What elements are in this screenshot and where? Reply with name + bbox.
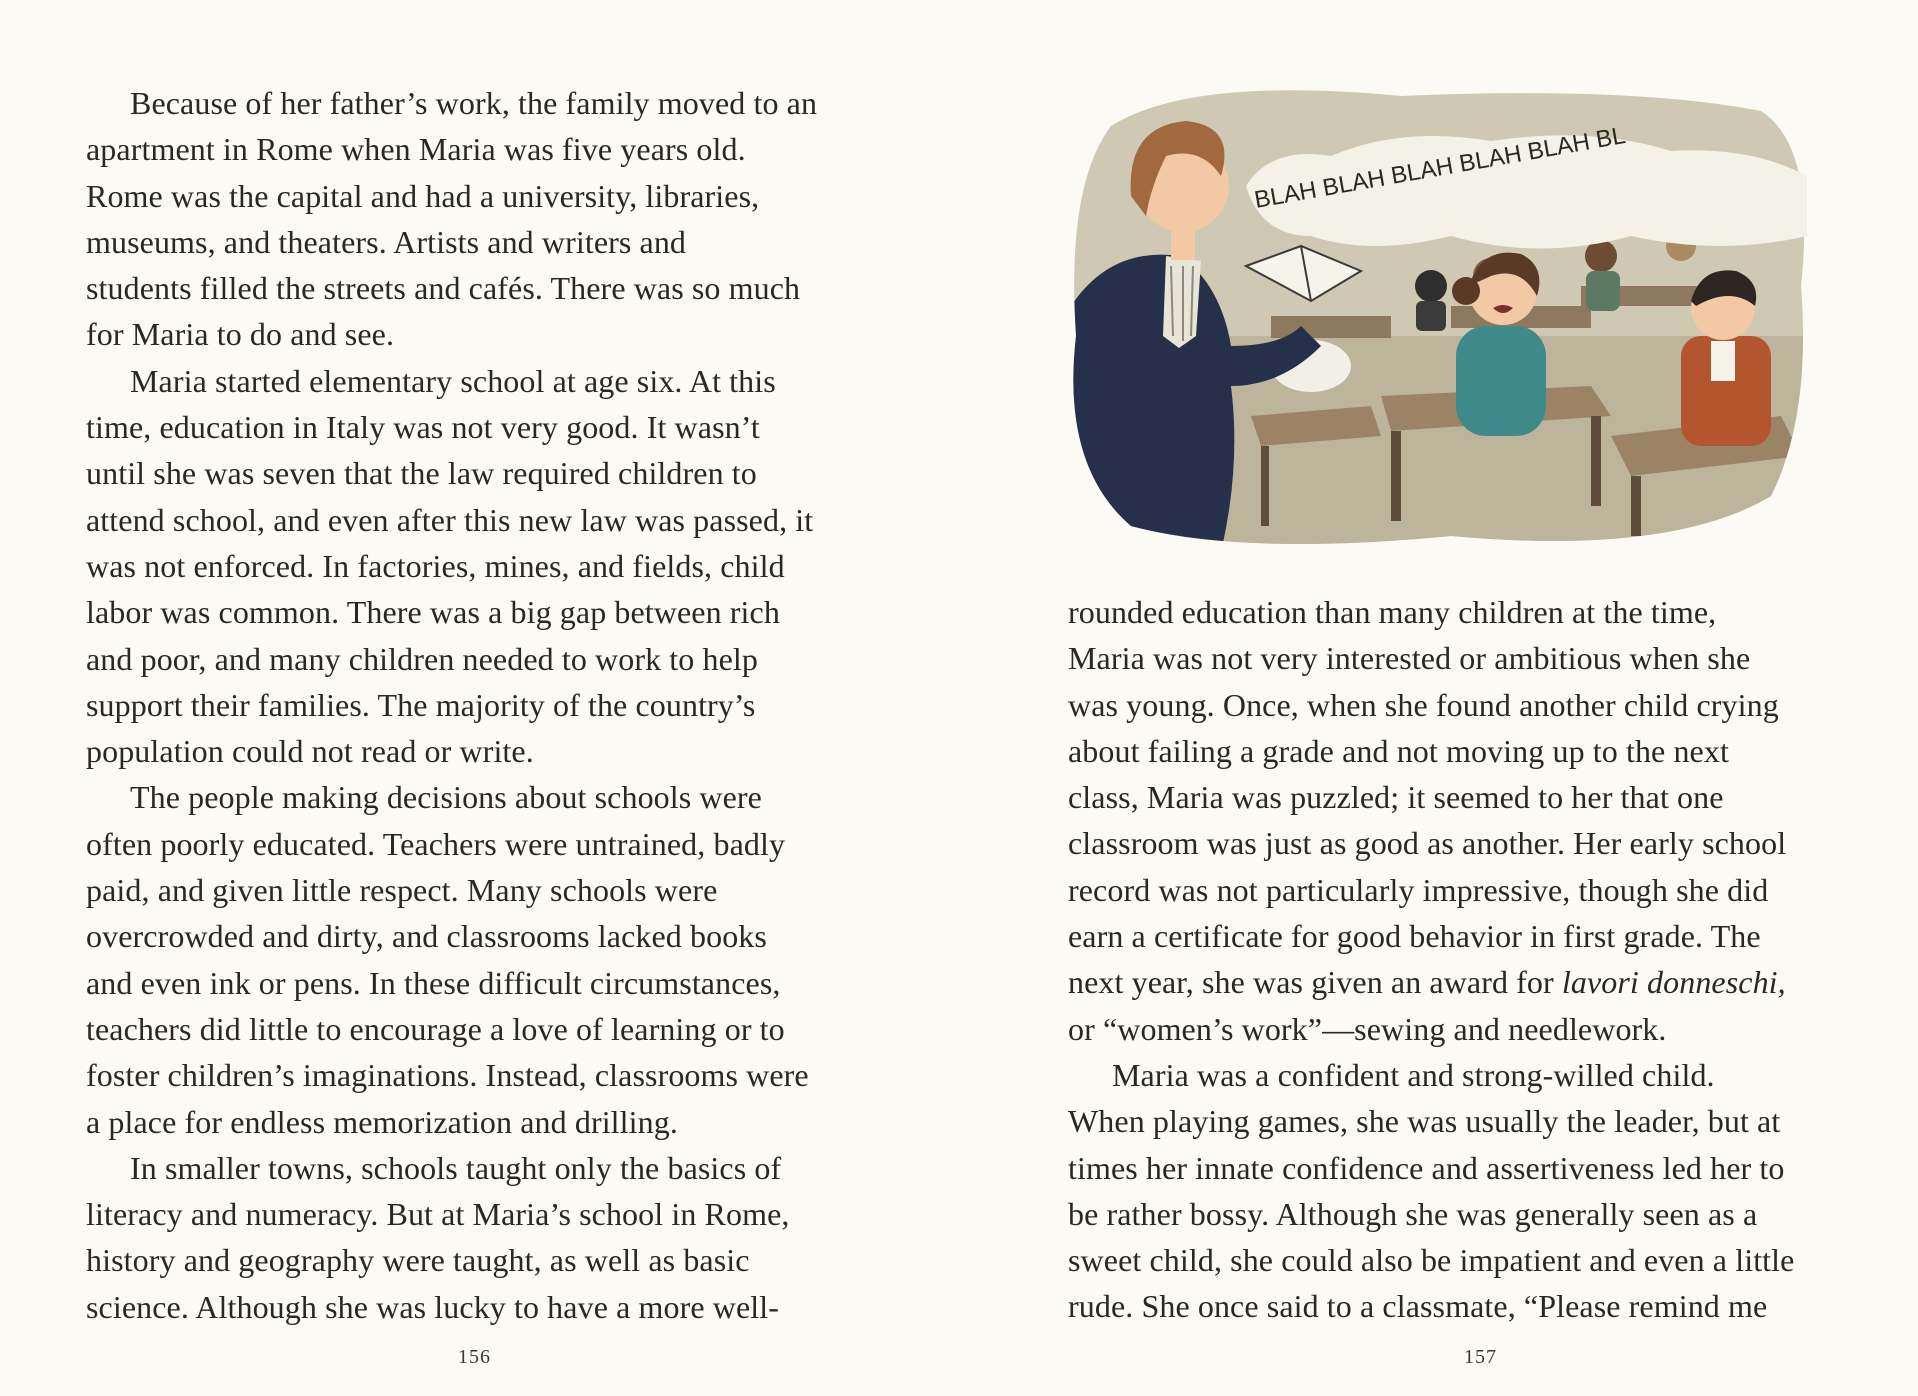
text-line (86, 126, 886, 172)
text-line (86, 543, 886, 589)
text-line-content: often poorly educated. Teachers were untrained, badly (86, 825, 786, 862)
left-page-text (86, 80, 886, 1330)
text-line (1068, 1191, 1868, 1237)
speech-text: BLAH BLAH BLAH BLAH BLAH BL (1252, 121, 1628, 214)
text-line-content: until she was seven that the law required children to (86, 455, 757, 492)
right-page-text (1068, 589, 1868, 1330)
text-line-content: attend school, and even after this new law was passed, it (86, 501, 814, 538)
text-line-content: paid, and given little respect. Many schools were (86, 872, 718, 909)
page-number-right: 157 (1464, 1346, 1497, 1368)
text-line (1068, 1237, 1868, 1283)
right-page (959, 0, 1918, 1396)
text-line-content: In smaller towns, schools taught only the basics of (130, 1149, 782, 1186)
text-line (86, 636, 886, 682)
text-line-content: labor was common. There was a big gap between rich (86, 594, 780, 631)
text-line (86, 265, 886, 311)
text-line-content: overcrowded and dirty, and classrooms lacked books (86, 918, 767, 955)
text-line (1068, 774, 1868, 820)
text-line (86, 404, 886, 450)
text-line (1068, 1052, 1868, 1098)
text-line (86, 358, 886, 404)
text-line-content: foster children’s imaginations. Instead, classrooms were (86, 1057, 809, 1094)
text-line-content: times her innate confidence and assertiveness led her to (1068, 1149, 1785, 1186)
text-line (86, 821, 886, 867)
text-line (1068, 1283, 1868, 1329)
text-line-content: literacy and numeracy. But at Maria’s school in Rome, (86, 1196, 790, 1233)
text-line (1068, 913, 1868, 959)
text-line (86, 1284, 886, 1330)
text-line-content: history and geography were taught, as well as basic (86, 1242, 750, 1279)
text-line (86, 589, 886, 635)
text-line (1068, 1006, 1868, 1052)
text-line (86, 80, 886, 126)
text-line (86, 728, 886, 774)
text-line (86, 1099, 886, 1145)
text-line (86, 774, 886, 820)
page-number-left: 156 (458, 1346, 491, 1368)
text-line-content: apartment in Rome when Maria was five years old. (86, 131, 746, 168)
text-line-content: a place for endless memorization and drilling. (86, 1103, 678, 1140)
text-line (86, 1237, 886, 1283)
text-line-content: for Maria to do and see. (86, 316, 395, 353)
text-line (86, 311, 886, 357)
text-line-content: and even ink or pens. In these difficult circumstances, (86, 964, 781, 1001)
text-line (1068, 820, 1868, 866)
text-line-content: rounded education than many children at the time, (1068, 594, 1717, 630)
text-line (86, 1052, 886, 1098)
text-line (86, 173, 886, 219)
text-line-content: rude. She once said to a classmate, “Please remind me (1068, 1288, 1768, 1325)
text-line-content: and poor, and many children needed to work to help (86, 640, 758, 677)
text-line-content: record was not particularly impressive, though she did (1068, 871, 1769, 908)
text-line (1068, 635, 1868, 681)
text-line (86, 913, 886, 959)
text-line (1068, 1145, 1868, 1191)
text-line-content: was not enforced. In factories, mines, and fields, child (86, 547, 785, 584)
text-line-content: science. Although she was lucky to have a more well- (86, 1288, 779, 1325)
text-line-content: be rather bossy. Although she was generally seen as a (1068, 1195, 1758, 1232)
text-line (1068, 589, 1868, 635)
text-line (86, 1006, 886, 1052)
text-line-content: Maria was not very interested or ambitious when she (1068, 640, 1751, 677)
text-line-content: Maria was a confident and strong-willed child. (1112, 1056, 1715, 1093)
text-line (1068, 728, 1868, 774)
text-line-content: next year, she was given an award for (1068, 964, 1562, 1001)
text-line (1068, 1098, 1868, 1144)
text-line (1068, 867, 1868, 913)
text-line-content: population could not read or write. (86, 733, 534, 770)
text-line-content: or “women’s work”—sewing and needlework. (1068, 1010, 1667, 1047)
text-line-content: support their families. The majority of the country’s (86, 686, 756, 723)
text-line (86, 497, 886, 543)
text-line-content: sweet child, she could also be impatient and even a little (1068, 1242, 1795, 1279)
text-line (86, 960, 886, 1006)
text-line-content: time, education in Italy was not very good. It wasn’t (86, 409, 760, 446)
text-line-content: Because of her father’s work, the family moved to an (130, 85, 818, 121)
text-line-content: When playing games, she was usually the leader, but at (1068, 1103, 1781, 1140)
text-line-content: Rome was the capital and had a university, libraries, (86, 177, 760, 214)
italic-phrase: lavori donneschi, (1561, 964, 1786, 1001)
text-line-content: museums, and theaters. Artists and writers and (86, 223, 687, 260)
text-line-content: Maria started elementary school at age six. At this (130, 362, 776, 399)
text-line (1068, 959, 1868, 1005)
classroom-illustration (1071, 86, 1807, 552)
text-line-content: was young. Once, when she found another child crying (1068, 686, 1779, 723)
text-line (86, 219, 886, 265)
text-line-content: The people making decisions about schools were (130, 779, 762, 816)
text-line-content: earn a certificate for good behavior in first grade. The (1068, 918, 1761, 955)
text-line-content: classroom was just as good as another. Her early school (1068, 825, 1787, 862)
text-line (86, 1145, 886, 1191)
text-line (86, 1191, 886, 1237)
text-line (86, 867, 886, 913)
text-line (1068, 682, 1868, 728)
text-line-content: about failing a grade and not moving up to the next (1068, 732, 1729, 769)
text-line (86, 682, 886, 728)
classroom-illustration-art (1071, 86, 1807, 552)
text-line-content: teachers did little to encourage a love of learning or to (86, 1010, 785, 1047)
text-line (86, 450, 886, 496)
text-line-content: class, Maria was puzzled; it seemed to her that one (1068, 779, 1724, 816)
text-line-content: students filled the streets and cafés. There was so much (86, 270, 801, 307)
